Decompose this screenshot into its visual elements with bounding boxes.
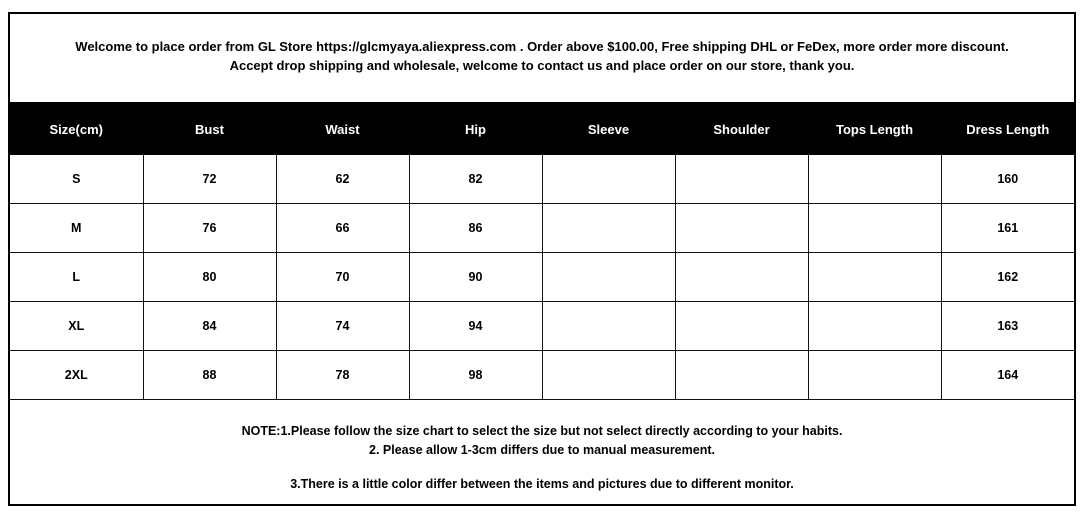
store-welcome-banner [10, 14, 1074, 104]
cell-waist: 74 [276, 301, 409, 350]
cell-bust: 76 [143, 203, 276, 252]
cell-tops-length [808, 252, 941, 301]
cell-bust: 72 [143, 154, 276, 203]
size-table [10, 104, 1074, 400]
size-chart-frame [8, 12, 1076, 506]
note-line-1: NOTE:1.Please follow the size chart to select the size but not select directly according to your habits. [241, 423, 843, 438]
cell-dress-length: 163 [941, 301, 1074, 350]
column-header-tops-length: Tops Length [808, 104, 941, 154]
size-table-body [10, 154, 1074, 399]
banner-line-1: Welcome to place order from GL Store https://glcmyaya.aliexpress.com . Order above $100.00, Free shipping DHL or FeDex, more order more discount. [75, 39, 1009, 54]
cell-tops-length [808, 301, 941, 350]
note-spacer [30, 459, 1054, 475]
note-line-2: 2. Please allow 1-3cm differs due to manual measurement. [369, 442, 715, 457]
cell-dress-length: 160 [941, 154, 1074, 203]
column-header-bust: Bust [143, 104, 276, 154]
note-line-3: 3.There is a little color differ between the items and pictures due to different monitor. [290, 477, 794, 492]
cell-tops-length [808, 350, 941, 399]
table-header-row [10, 104, 1074, 154]
cell-size: M [10, 203, 143, 252]
cell-size: 2XL [10, 350, 143, 399]
cell-tops-length [808, 203, 941, 252]
cell-bust: 88 [143, 350, 276, 399]
cell-waist: 78 [276, 350, 409, 399]
banner-line-2: Accept drop shipping and wholesale, welcome to contact us and place order on our store, thank you. [229, 57, 855, 73]
cell-waist: 62 [276, 154, 409, 203]
cell-tops-length [808, 154, 941, 203]
cell-size: L [10, 252, 143, 301]
cell-bust: 84 [143, 301, 276, 350]
cell-hip: 86 [409, 203, 542, 252]
table-row [10, 252, 1074, 301]
cell-dress-length: 161 [941, 203, 1074, 252]
cell-hip: 90 [409, 252, 542, 301]
column-header-dress-length: Dress Length [941, 104, 1074, 154]
column-header-sleeve: Sleeve [542, 104, 675, 154]
cell-hip: 94 [409, 301, 542, 350]
cell-sleeve [542, 203, 675, 252]
size-table-head [10, 104, 1074, 154]
table-row [10, 203, 1074, 252]
cell-shoulder [675, 301, 808, 350]
cell-waist: 66 [276, 203, 409, 252]
column-header-shoulder: Shoulder [675, 104, 808, 154]
cell-dress-length: 164 [941, 350, 1074, 399]
column-header-hip: Hip [409, 104, 542, 154]
cell-sleeve [542, 301, 675, 350]
cell-bust: 80 [143, 252, 276, 301]
cell-hip: 82 [409, 154, 542, 203]
cell-shoulder [675, 350, 808, 399]
column-header-waist: Waist [276, 104, 409, 154]
cell-size: S [10, 154, 143, 203]
table-row [10, 154, 1074, 203]
column-header-size: Size(cm) [10, 104, 143, 154]
cell-waist: 70 [276, 252, 409, 301]
cell-sleeve [542, 154, 675, 203]
table-row [10, 350, 1074, 399]
size-chart-notes [10, 400, 1074, 504]
table-row [10, 301, 1074, 350]
cell-shoulder [675, 252, 808, 301]
cell-shoulder [675, 203, 808, 252]
cell-shoulder [675, 154, 808, 203]
cell-sleeve [542, 350, 675, 399]
cell-sleeve [542, 252, 675, 301]
cell-hip: 98 [409, 350, 542, 399]
cell-size: XL [10, 301, 143, 350]
cell-dress-length: 162 [941, 252, 1074, 301]
